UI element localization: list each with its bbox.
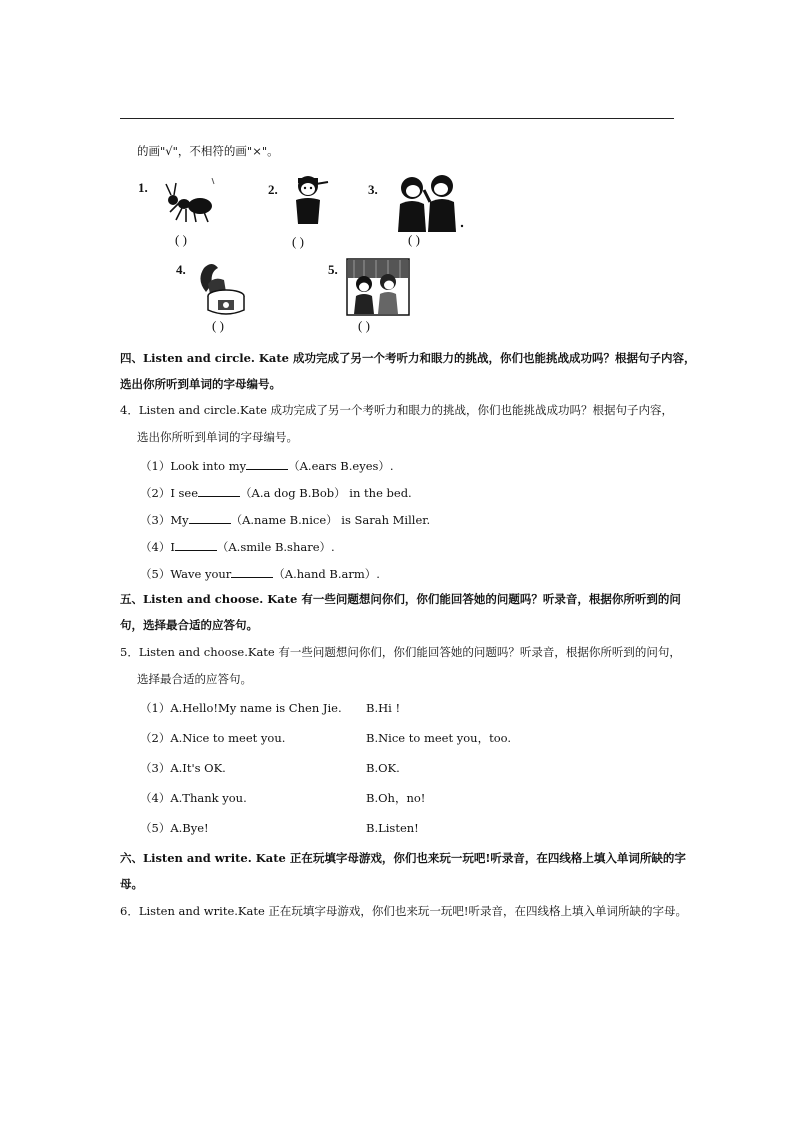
part6-heading-line2: 母。 — [120, 877, 143, 891]
picture-2-number: 2. — [268, 182, 278, 197]
picture-4-number: 4. — [176, 262, 186, 277]
part5-item-2-a[interactable]: （2）A.Nice to meet you. — [140, 731, 286, 745]
part5-item-1-a[interactable]: （1）A.Hello!My name is Chen Jie. — [140, 701, 342, 715]
answer-blank[interactable] — [198, 484, 240, 497]
part5-item-5-a[interactable]: （5）A.Bye! — [140, 821, 209, 835]
part5-item-2-b[interactable]: B.Nice to meet you，too. — [366, 731, 511, 745]
part6-question-line1: 6．Listen and write.Kate 正在玩填字母游戏，你们也来玩一玩吧!听录音，在四线格上填入单词所缺的字母。 — [120, 904, 688, 918]
answer-blank[interactable] — [246, 457, 288, 470]
item-label: （3）My — [140, 513, 189, 527]
ant-icon — [160, 178, 220, 228]
squirrel-tin-icon — [196, 262, 248, 322]
part6-heading-line1: 六、Listen and write. Kate 正在玩填字母游戏，你们也来玩一玩吧!听录音，在四线格上填入单词所缺的字 — [120, 851, 686, 865]
part4-item-1 — [140, 457, 394, 474]
answer-blank[interactable] — [189, 511, 231, 524]
part3-intro: 的画"√"，不相符的画"×"。 — [137, 144, 279, 158]
item-options: （A.a dog B.Bob） in the bed. — [240, 486, 412, 500]
part5-item-3-a[interactable]: （3）A.It's OK. — [140, 761, 226, 775]
picture-1-answer[interactable]: ( ) — [175, 232, 187, 247]
children-scene-icon — [346, 258, 410, 320]
part4-question-line2: 选出你所听到单词的字母编号。 — [137, 430, 298, 444]
part5-item-1-b[interactable]: B.Hi ! — [366, 701, 401, 715]
picture-2-answer[interactable]: ( ) — [292, 234, 304, 249]
part4-item-5 — [140, 565, 380, 582]
part4-item-3 — [140, 511, 430, 528]
item-options: （A.smile B.share）. — [216, 540, 335, 554]
part4-item-2 — [140, 484, 412, 501]
answer-blank[interactable] — [175, 538, 217, 551]
part5-item-3-b[interactable]: B.OK. — [366, 761, 400, 775]
part5-item-4-b[interactable]: B.Oh，no! — [366, 791, 426, 805]
item-options: （A.ears B.eyes）. — [288, 459, 394, 473]
part5-item-4-a[interactable]: （4）A.Thank you. — [140, 791, 247, 805]
picture-5-answer[interactable]: ( ) — [358, 318, 370, 333]
item-label: （4）I — [140, 540, 175, 554]
part4-heading-line1: 四、Listen and circle. Kate 成功完成了另一个考听力和眼力的挑战，你们也能挑战成功吗？根据句子内容， — [120, 351, 696, 365]
item-label: （2）I see — [140, 486, 199, 500]
part4-question-line1: 4．Listen and circle.Kate 成功完成了另一个考听力和眼力的挑战，你们也能挑战成功吗？根据句子内容， — [120, 403, 674, 417]
answer-blank[interactable] — [231, 565, 273, 578]
picture-3-answer[interactable]: ( ) — [408, 232, 420, 247]
item-options: （A.hand B.arm）. — [273, 567, 380, 581]
header-rule — [120, 118, 674, 119]
part5-question-line1: 5．Listen and choose.Kate 有一些问题想问你们，你们能回答她的问题吗？听录音，根据你所听到的问句， — [120, 645, 681, 659]
two-children-icon — [392, 172, 466, 236]
part5-heading-line1: 五、Listen and choose. Kate 有一些问题想问你们，你们能回答她的问题吗？听录音，根据你所听到的问 — [120, 592, 681, 606]
boy-icon — [288, 174, 332, 234]
part5-question-line2: 选择最合适的应答句。 — [137, 672, 252, 686]
part5-heading-line2: 句，选择最合适的应答句。 — [120, 618, 258, 632]
picture-3-number: 3. — [368, 182, 378, 197]
part5-item-5-b[interactable]: B.Listen! — [366, 821, 419, 835]
item-label: （1）Look into my — [140, 459, 247, 473]
picture-1-number: 1. — [138, 180, 148, 195]
picture-5-number: 5. — [328, 262, 338, 277]
item-options: （A.name B.nice） is Sarah Miller. — [230, 513, 431, 527]
item-label: （5）Wave your — [140, 567, 232, 581]
picture-4-answer[interactable]: ( ) — [212, 318, 224, 333]
part4-heading-line2: 选出你所听到单词的字母编号。 — [120, 377, 281, 391]
part4-item-4 — [140, 538, 335, 555]
